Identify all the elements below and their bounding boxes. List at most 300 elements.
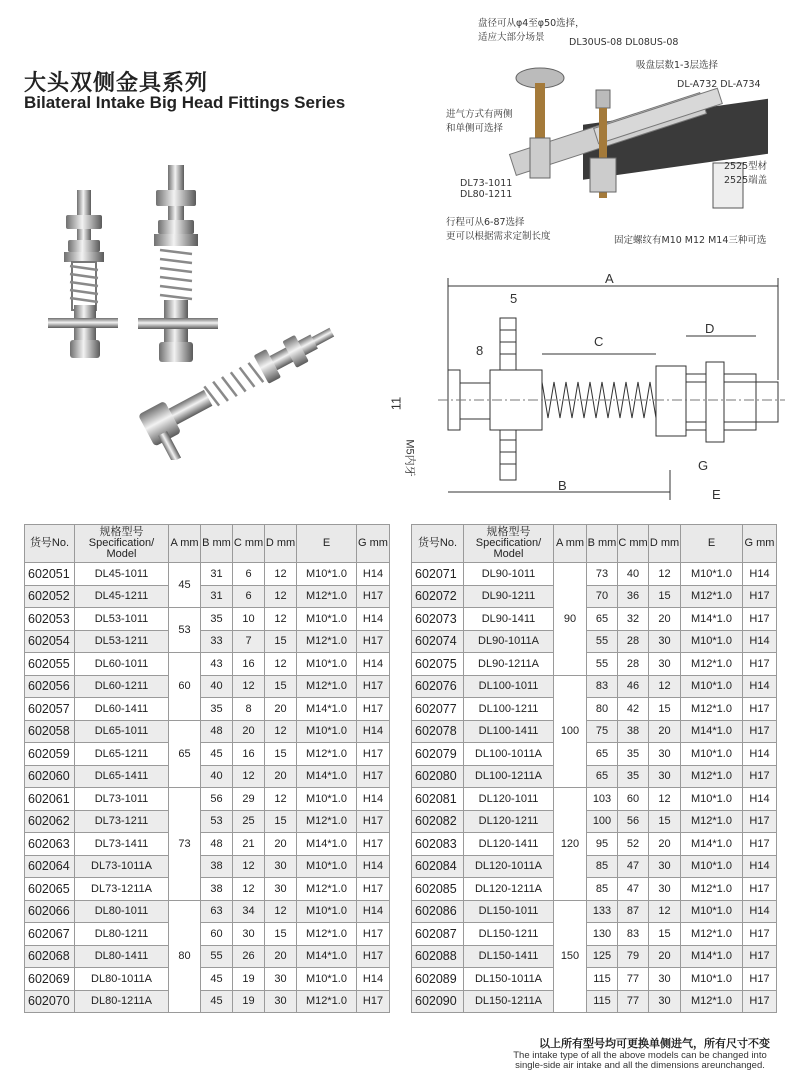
- cell-b: 100: [587, 810, 618, 833]
- cell-c: 12: [233, 765, 265, 788]
- cell-g: H17: [743, 833, 777, 856]
- cell-b: 35: [201, 608, 233, 631]
- cell-g: H17: [743, 878, 777, 901]
- footer-note-cn: 以上所有型号均可更换单侧进气，所有尺寸不变: [539, 1037, 770, 1050]
- cell-d: 30: [265, 855, 297, 878]
- note-bracket-model: DL-A732 DL-A734: [677, 79, 761, 90]
- cell-c: 7: [233, 630, 265, 653]
- cell-d: 20: [649, 833, 681, 856]
- cell-e: M12*1.0: [681, 765, 743, 788]
- cell-model: DL150-1211A: [464, 990, 554, 1013]
- cell-no: 602061: [25, 788, 75, 811]
- cell-model: DL120-1411: [464, 833, 554, 856]
- cell-no: 602063: [25, 833, 75, 856]
- cell-c: 29: [233, 788, 265, 811]
- cell-g: H14: [357, 608, 390, 631]
- cell-no: 602053: [25, 608, 75, 631]
- table-row: [25, 765, 390, 788]
- cell-g: H17: [743, 653, 777, 676]
- cell-e: M12*1.0: [681, 698, 743, 721]
- cell-d: 20: [265, 698, 297, 721]
- cell-e: M10*1.0: [681, 855, 743, 878]
- cell-e: M12*1.0: [297, 630, 357, 653]
- cell-d: 15: [265, 630, 297, 653]
- cell-e: M12*1.0: [297, 810, 357, 833]
- table-row: [412, 743, 777, 766]
- cell-c: 56: [618, 810, 649, 833]
- cell-b: 40: [201, 675, 233, 698]
- header-e: E: [681, 525, 743, 563]
- cell-g: H14: [357, 563, 390, 586]
- cell-e: M12*1.0: [681, 878, 743, 901]
- cell-no: 602090: [412, 990, 464, 1013]
- dim-b: B: [558, 478, 567, 493]
- cell-b: 65: [587, 765, 618, 788]
- cell-b: 73: [587, 563, 618, 586]
- header-d: D mm: [649, 525, 681, 563]
- cell-c: 12: [233, 855, 265, 878]
- page-title-cn: 大头双侧金具系列: [24, 71, 209, 96]
- header-b: B mm: [201, 525, 233, 563]
- cell-d: 20: [265, 765, 297, 788]
- note-profile: 2525型材 2525端盖: [724, 161, 768, 186]
- cell-g: H17: [357, 810, 390, 833]
- cell-b: 55: [201, 945, 233, 968]
- cell-model: DL65-1211: [75, 743, 169, 766]
- cell-d: 30: [649, 743, 681, 766]
- table-row: [25, 585, 390, 608]
- cell-b: 33: [201, 630, 233, 653]
- cell-b: 133: [587, 900, 618, 923]
- cell-model: DL65-1011: [75, 720, 169, 743]
- cell-g: H17: [357, 743, 390, 766]
- table-row: [25, 720, 390, 743]
- table-row: [25, 945, 390, 968]
- cell-g: H17: [357, 878, 390, 901]
- cell-model: DL80-1011: [75, 900, 169, 923]
- cell-no: 602065: [25, 878, 75, 901]
- table-row: [412, 675, 777, 698]
- dim-8: 8: [476, 343, 484, 358]
- cell-e: M10*1.0: [297, 563, 357, 586]
- cell-no: 602073: [412, 608, 464, 631]
- cell-a: 73: [169, 788, 201, 901]
- cell-c: 40: [618, 563, 649, 586]
- cell-g: H14: [357, 855, 390, 878]
- cell-b: 48: [201, 720, 233, 743]
- cell-a: 53: [169, 608, 201, 653]
- cell-g: H17: [743, 608, 777, 631]
- cell-c: 34: [233, 900, 265, 923]
- table-row: [412, 990, 777, 1013]
- cell-g: H17: [743, 990, 777, 1013]
- cell-d: 30: [649, 878, 681, 901]
- cell-g: H14: [743, 675, 777, 698]
- cell-g: H17: [743, 945, 777, 968]
- cell-c: 21: [233, 833, 265, 856]
- cell-c: 28: [618, 653, 649, 676]
- cell-d: 20: [649, 720, 681, 743]
- cell-e: M14*1.0: [297, 945, 357, 968]
- cell-model: DL100-1411: [464, 720, 554, 743]
- product-photo: [20, 160, 380, 460]
- table-row: [25, 855, 390, 878]
- cell-b: 115: [587, 968, 618, 991]
- cell-model: DL100-1211: [464, 698, 554, 721]
- cell-model: DL60-1211: [75, 675, 169, 698]
- cell-b: 55: [587, 653, 618, 676]
- cell-d: 15: [649, 810, 681, 833]
- cell-g: H17: [357, 765, 390, 788]
- cell-model: DL65-1411: [75, 765, 169, 788]
- cell-model: DL73-1011A: [75, 855, 169, 878]
- cell-d: 12: [265, 585, 297, 608]
- cell-model: DL90-1211: [464, 585, 554, 608]
- cell-model: DL90-1411: [464, 608, 554, 631]
- table-row: [25, 653, 390, 676]
- cell-e: M12*1.0: [297, 990, 357, 1013]
- cell-no: 602084: [412, 855, 464, 878]
- table-row: [25, 810, 390, 833]
- cell-model: DL45-1211: [75, 585, 169, 608]
- cell-c: 83: [618, 923, 649, 946]
- cell-a: 80: [169, 900, 201, 1013]
- cell-no: 602066: [25, 900, 75, 923]
- cell-b: 63: [201, 900, 233, 923]
- cell-b: 65: [587, 608, 618, 631]
- header-spec: 规格型号 Specification/ Model: [464, 525, 554, 563]
- cell-g: H17: [357, 585, 390, 608]
- table-row: [412, 630, 777, 653]
- cell-b: 70: [587, 585, 618, 608]
- cell-c: 77: [618, 968, 649, 991]
- note-disc-diameter: 盘径可从φ4至φ50选择， 适应大部分场景: [478, 18, 585, 43]
- cell-g: H14: [357, 900, 390, 923]
- cell-b: 83: [587, 675, 618, 698]
- cell-e: M14*1.0: [297, 833, 357, 856]
- cell-e: M10*1.0: [297, 788, 357, 811]
- table-row: [412, 720, 777, 743]
- cell-no: 602076: [412, 675, 464, 698]
- cell-d: 30: [649, 765, 681, 788]
- cell-c: 30: [233, 923, 265, 946]
- cell-g: H17: [357, 630, 390, 653]
- table-row: [25, 698, 390, 721]
- cell-c: 26: [233, 945, 265, 968]
- cell-g: H14: [743, 743, 777, 766]
- cell-no: 602078: [412, 720, 464, 743]
- note-stroke: 行程可从6-87选择 更可以根据需求定制长度: [446, 217, 551, 242]
- header-spec: 规格型号 Specification/ Model: [75, 525, 169, 563]
- cell-a: 90: [554, 563, 587, 676]
- cell-d: 12: [649, 788, 681, 811]
- cell-e: M10*1.0: [297, 653, 357, 676]
- cell-c: 32: [618, 608, 649, 631]
- cell-no: 602074: [412, 630, 464, 653]
- table-row: [25, 900, 390, 923]
- table-row: [412, 945, 777, 968]
- table-row: [25, 608, 390, 631]
- cell-d: 20: [649, 945, 681, 968]
- cell-d: 30: [649, 968, 681, 991]
- dimension-drawing: [380, 270, 790, 510]
- cell-g: H17: [357, 945, 390, 968]
- cell-c: 46: [618, 675, 649, 698]
- cell-no: 602083: [412, 833, 464, 856]
- cell-c: 12: [233, 675, 265, 698]
- cell-g: H17: [743, 585, 777, 608]
- cell-d: 12: [649, 900, 681, 923]
- cell-model: DL100-1211A: [464, 765, 554, 788]
- cell-e: M14*1.0: [297, 765, 357, 788]
- cell-b: 115: [587, 990, 618, 1013]
- cell-model: DL45-1011: [75, 563, 169, 586]
- cell-b: 103: [587, 788, 618, 811]
- cell-model: DL73-1211A: [75, 878, 169, 901]
- spec-table-right: [411, 524, 777, 1013]
- cell-no: 602071: [412, 563, 464, 586]
- cell-c: 35: [618, 765, 649, 788]
- cell-e: M12*1.0: [297, 585, 357, 608]
- cell-c: 20: [233, 720, 265, 743]
- cell-b: 35: [201, 698, 233, 721]
- note-thread-options: 固定螺纹有M10 M12 M14三种可选: [614, 235, 767, 246]
- cell-d: 30: [265, 968, 297, 991]
- cell-b: 53: [201, 810, 233, 833]
- cell-c: 10: [233, 608, 265, 631]
- cell-model: DL120-1211A: [464, 878, 554, 901]
- cell-c: 8: [233, 698, 265, 721]
- cell-e: M12*1.0: [297, 675, 357, 698]
- cell-b: 40: [201, 765, 233, 788]
- cell-e: M10*1.0: [681, 675, 743, 698]
- cell-model: DL73-1211: [75, 810, 169, 833]
- cell-g: H14: [357, 720, 390, 743]
- cell-g: H17: [743, 923, 777, 946]
- cell-b: 48: [201, 833, 233, 856]
- header-g: G mm: [743, 525, 777, 563]
- header-g: G mm: [357, 525, 390, 563]
- cell-no: 602087: [412, 923, 464, 946]
- cell-d: 20: [649, 608, 681, 631]
- cell-g: H14: [743, 563, 777, 586]
- cell-d: 12: [265, 608, 297, 631]
- cell-c: 47: [618, 855, 649, 878]
- cell-no: 602067: [25, 923, 75, 946]
- cell-no: 602086: [412, 900, 464, 923]
- note-fitting-model: DL73-1011 DL80-1211: [460, 178, 513, 200]
- cell-c: 35: [618, 743, 649, 766]
- cell-c: 16: [233, 653, 265, 676]
- cell-c: 25: [233, 810, 265, 833]
- cell-no: 602062: [25, 810, 75, 833]
- cell-model: DL150-1011: [464, 900, 554, 923]
- cell-e: M12*1.0: [681, 810, 743, 833]
- cell-no: 602069: [25, 968, 75, 991]
- cell-model: DL120-1211: [464, 810, 554, 833]
- cell-model: DL100-1011: [464, 675, 554, 698]
- cell-e: M12*1.0: [681, 923, 743, 946]
- cell-b: 56: [201, 788, 233, 811]
- table-row: [412, 585, 777, 608]
- table-row: [25, 923, 390, 946]
- cell-e: M10*1.0: [297, 968, 357, 991]
- cell-c: 38: [618, 720, 649, 743]
- cell-g: H17: [743, 720, 777, 743]
- cell-e: M12*1.0: [681, 990, 743, 1013]
- header-c: C mm: [618, 525, 649, 563]
- cell-d: 12: [649, 563, 681, 586]
- table-row: [412, 563, 777, 586]
- cell-b: 45: [201, 968, 233, 991]
- cell-no: 602052: [25, 585, 75, 608]
- table-row: [25, 990, 390, 1013]
- cell-a: 65: [169, 720, 201, 788]
- table-row: [25, 788, 390, 811]
- dim-e: E: [712, 487, 721, 502]
- cell-model: DL120-1011A: [464, 855, 554, 878]
- cell-model: DL73-1011: [75, 788, 169, 811]
- cell-c: 47: [618, 878, 649, 901]
- header-e: E: [297, 525, 357, 563]
- cell-model: DL60-1011: [75, 653, 169, 676]
- cell-no: 602057: [25, 698, 75, 721]
- cell-g: H17: [357, 990, 390, 1013]
- cell-no: 602081: [412, 788, 464, 811]
- note-suction-model: DL30US-08 DL08US-08: [569, 37, 679, 48]
- cell-c: 6: [233, 563, 265, 586]
- cell-e: M12*1.0: [297, 923, 357, 946]
- cell-no: 602058: [25, 720, 75, 743]
- table-row: [25, 563, 390, 586]
- cell-b: 55: [587, 630, 618, 653]
- cell-c: 16: [233, 743, 265, 766]
- cell-b: 125: [587, 945, 618, 968]
- cell-no: 602060: [25, 765, 75, 788]
- cell-no: 602082: [412, 810, 464, 833]
- footer-note-en: The intake type of all the above models can be changed into single-side air intake and all the dimensions areunchanged.: [513, 1050, 767, 1071]
- cell-a: 100: [554, 675, 587, 788]
- cell-g: H14: [357, 788, 390, 811]
- cell-e: M10*1.0: [681, 563, 743, 586]
- cell-e: M10*1.0: [297, 720, 357, 743]
- cell-no: 602089: [412, 968, 464, 991]
- cell-b: 60: [201, 923, 233, 946]
- cell-e: M14*1.0: [681, 720, 743, 743]
- cell-b: 45: [201, 990, 233, 1013]
- table-row: [25, 833, 390, 856]
- cell-a: 120: [554, 788, 587, 901]
- cell-model: DL90-1211A: [464, 653, 554, 676]
- cell-a: 45: [169, 563, 201, 608]
- cell-b: 38: [201, 878, 233, 901]
- cell-no: 602088: [412, 945, 464, 968]
- cell-model: DL90-1011A: [464, 630, 554, 653]
- cell-no: 602080: [412, 765, 464, 788]
- cell-d: 15: [265, 675, 297, 698]
- cell-c: 77: [618, 990, 649, 1013]
- cell-c: 42: [618, 698, 649, 721]
- cell-model: DL120-1011: [464, 788, 554, 811]
- cell-d: 15: [649, 585, 681, 608]
- cell-no: 602068: [25, 945, 75, 968]
- cell-e: M14*1.0: [681, 608, 743, 631]
- cell-g: H17: [357, 923, 390, 946]
- table-row: [25, 630, 390, 653]
- cell-d: 30: [265, 878, 297, 901]
- table-row: [412, 810, 777, 833]
- cell-c: 28: [618, 630, 649, 653]
- spec-table-left: [24, 524, 390, 1013]
- cell-b: 85: [587, 855, 618, 878]
- cell-d: 15: [649, 923, 681, 946]
- header-c: C mm: [233, 525, 265, 563]
- cell-e: M10*1.0: [681, 788, 743, 811]
- table-row: [412, 833, 777, 856]
- cell-b: 95: [587, 833, 618, 856]
- cell-c: 79: [618, 945, 649, 968]
- cell-model: DL60-1411: [75, 698, 169, 721]
- cell-model: DL53-1211: [75, 630, 169, 653]
- cell-e: M10*1.0: [297, 608, 357, 631]
- cell-e: M10*1.0: [297, 900, 357, 923]
- cell-b: 85: [587, 878, 618, 901]
- cell-g: H14: [357, 968, 390, 991]
- dim-thread: M5内牙: [403, 439, 416, 477]
- cell-d: 20: [265, 945, 297, 968]
- cell-model: DL90-1011: [464, 563, 554, 586]
- cell-d: 30: [649, 855, 681, 878]
- dim-d: D: [705, 321, 715, 336]
- cell-d: 20: [265, 833, 297, 856]
- cell-no: 602085: [412, 878, 464, 901]
- cell-g: H17: [743, 765, 777, 788]
- cell-d: 15: [265, 810, 297, 833]
- cell-d: 12: [265, 788, 297, 811]
- cell-d: 30: [649, 653, 681, 676]
- cell-c: 19: [233, 990, 265, 1013]
- cell-c: 36: [618, 585, 649, 608]
- cell-a: 150: [554, 900, 587, 1013]
- cell-b: 31: [201, 563, 233, 586]
- cell-b: 43: [201, 653, 233, 676]
- cell-e: M12*1.0: [297, 743, 357, 766]
- cell-model: DL80-1211A: [75, 990, 169, 1013]
- cell-e: M14*1.0: [681, 833, 743, 856]
- cell-e: M14*1.0: [297, 698, 357, 721]
- cell-g: H14: [743, 855, 777, 878]
- header-d: D mm: [265, 525, 297, 563]
- cell-e: M12*1.0: [297, 878, 357, 901]
- table-row: [25, 675, 390, 698]
- header-no: 货号No.: [412, 525, 464, 563]
- cell-e: M12*1.0: [681, 653, 743, 676]
- cell-model: DL73-1411: [75, 833, 169, 856]
- cell-c: 12: [233, 878, 265, 901]
- table-row: [25, 878, 390, 901]
- cell-model: DL80-1411: [75, 945, 169, 968]
- cell-c: 52: [618, 833, 649, 856]
- cell-g: H14: [743, 900, 777, 923]
- cell-g: H14: [743, 630, 777, 653]
- cell-e: M10*1.0: [681, 743, 743, 766]
- cell-no: 602075: [412, 653, 464, 676]
- cell-model: DL80-1211: [75, 923, 169, 946]
- cell-e: M12*1.0: [681, 585, 743, 608]
- dim-11: 11: [388, 396, 404, 411]
- dim-a: A: [605, 271, 614, 286]
- cell-no: 602059: [25, 743, 75, 766]
